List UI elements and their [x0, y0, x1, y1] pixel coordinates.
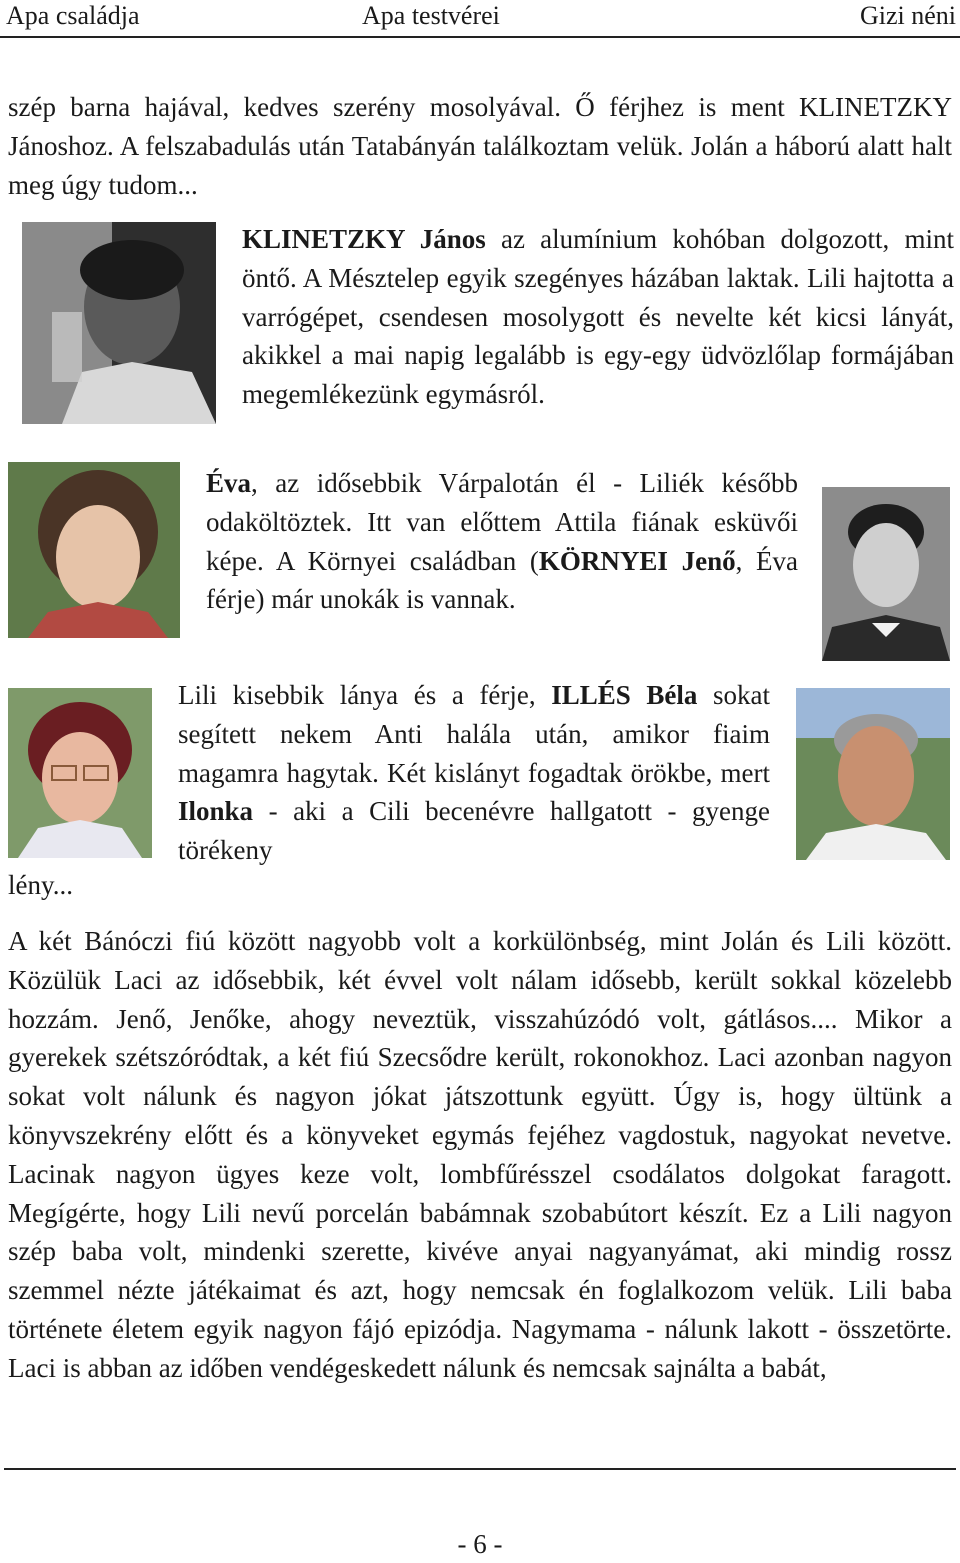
- janos-name: KLINETZKY János: [242, 224, 486, 254]
- photo-kornyei-jeno: [822, 487, 950, 661]
- eva-husband-name: KÖRNYEI Jenő: [538, 545, 736, 576]
- eva-text-1: , az idősebbik Várpalotán él - Liliék később odaköltöztek. Itt van előttem Attila fiának esküvői képe. A Környei családban (: [206, 468, 798, 576]
- page-number: - 6 -: [457, 1529, 503, 1559]
- photo-illes-bela: [796, 688, 950, 860]
- leny-text: lény...: [8, 870, 73, 900]
- eva-name: Éva: [206, 468, 252, 498]
- header-left: Apa családja: [6, 1, 140, 30]
- eva-paragraph: [206, 464, 798, 619]
- photo-klinetzky-janos: [22, 222, 216, 424]
- header-right: Gizi néni: [859, 1, 956, 30]
- eva-text-2: , Éva férje) már unokák is vannak.: [206, 545, 799, 615]
- main-paragraph: A két Bánóczi fiú között nagyobb volt a korkülönbség, mint Jolán és Lili között. Közülük Laci az idősebbik, két évvel volt nálam idősebb, került sokkal közelebb hozzám. Jenő, Jenőke, ahogy neveztük, visszahúzódó volt, gátlásos.... Mikor a gyerekek szétszóródtak, a két fiú Szecsődre került, rokonokhoz. Laci azonban nagyon sokat volt nálunk és nagyon jókat játszottunk együtt. Úgy is, hogy ültünk a könyvszekrény előtt és a könyveket egymás fejéhez vagdostuk, nagyokat nevetve. Lacinak nagyon ügyes keze volt, lombfűrésszel csodálatos dolgokat faragott. Megígérte, hogy Lili nevű porcelán babámnak szobabútort készít. Ez a Lili nagyon szép baba volt, mindenki szerette, kivéve anyai nagyanyámat, aki mindig rossz szemmel nézte játékaimat és azt, hogy nemcsak én foglalkozom velük. Lili baba története életem egyik nagyon fájó epizódja. Nagymama - nálunk lakott - összetörte. Laci is abban az időben vendégeskedett nálunk és nemcsak sajnálta a babát,: [8, 926, 952, 1383]
- ilonka-name: Ilonka: [178, 796, 254, 827]
- footer-divider: [4, 1468, 956, 1470]
- illes-paragraph: [178, 676, 770, 870]
- janos-paragraph: [242, 220, 954, 414]
- intro-paragraph: szép barna hajával, kedves szerény mosolyával. Ő férjhez is ment KLINETZKY Jánoshoz. A felszabadulás után Tatabányán találkoztam velük. Jolán a háború alatt halt meg úgy tudom...: [8, 92, 952, 200]
- illes-text-2: sokat segített nekem Anti halála után, amikor fiaim magamra hagytak. Két kislányt fogadtak örökbe, mert: [178, 680, 771, 788]
- photo-illes-woman: [8, 688, 152, 858]
- illes-text-1: Lili kisebbik lánya és a férje,: [178, 680, 552, 710]
- page-header: [0, 0, 960, 38]
- header-center: Apa testvérei: [362, 1, 500, 30]
- janos-text: az alumínium kohóban dolgozott, mint öntő. A Mésztelep egyik szegényes házában laktak. Lili hajtotta a varrógépet, csendesen mosolygott és nevelte két kicsi lányát, akikkel a mai napig legalább is egy-egy üdvözlőlap formájában megemlékezünk egymásról.: [242, 224, 954, 410]
- illes-name: ILLÉS Béla: [551, 680, 698, 710]
- photo-eva: [8, 462, 180, 638]
- illes-text-3: - aki a Cili becenévre hallgatott - gyenge törékeny: [178, 796, 770, 866]
